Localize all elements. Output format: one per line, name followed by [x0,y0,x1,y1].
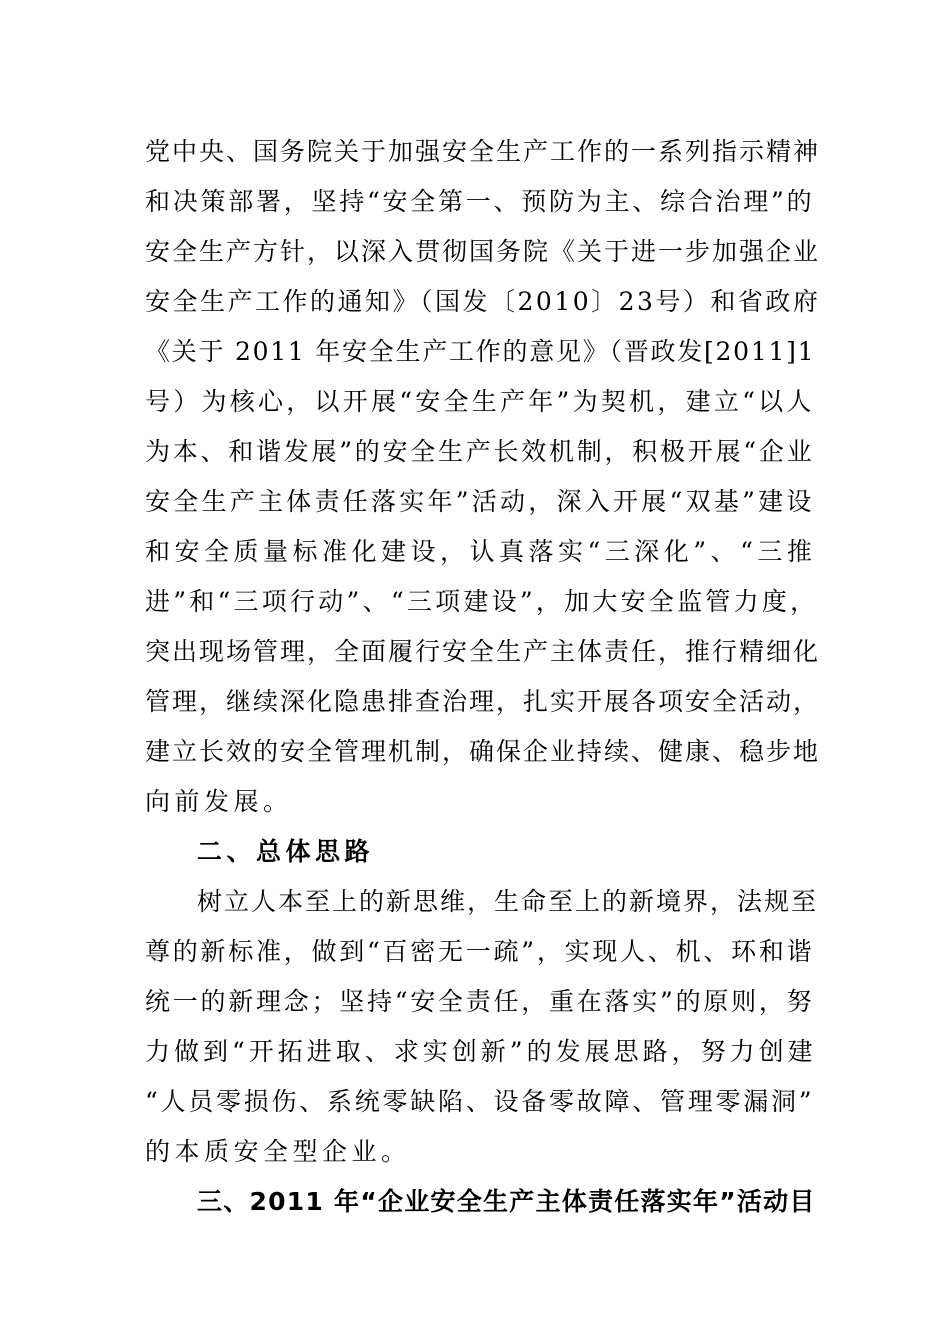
paragraph-line: 号）为核心，以开展“安全生产年”为契机，建立“以人 [145,387,815,416]
paragraph-line: 和安全质量标准化建设，认真落实“三深化”、“三推 [145,537,817,566]
paragraph-line: 的本质安全型企业。 [145,1137,411,1166]
paragraph-line: 《关于 2011 年安全生产工作的意见》（晋政发[2011]1 [145,337,816,366]
section-heading: 二、总体思路 [197,837,375,866]
paragraph-line: 党中央、国务院关于加强安全生产工作的一系列指示精神 [145,137,821,166]
paragraph-line: 安全生产主体责任落实年”活动，深入开展“双基”建设 [145,487,815,516]
paragraph-line: 树立人本至上的新思维，生命至上的新境界，法规至 [197,887,819,916]
paragraph-line: “人员零损伤、系统零缺陷、设备零故障、管理零漏洞” [145,1087,815,1116]
paragraph-line: 建立长效的安全管理机制，确保企业持续、健康、稳步地 [145,737,821,766]
paragraph-line: 安全生产工作的通知》（国发〔2010〕23号）和省政府 [145,287,821,316]
paragraph-line: 突出现场管理，全面履行安全生产主体责任，推行精细化 [145,637,821,666]
paragraph-line: 力做到“开拓进取、求实创新”的发展思路，努力创建 [145,1037,817,1066]
paragraph-line: 进”和“三项行动”、“三项建设”，加大安全监管力度， [145,587,819,616]
section-heading: 三、2011 年“企业安全生产主体责任落实年”活动目 [197,1187,816,1216]
paragraph-line: 尊的新标准，做到“百密无一疏”，实现人、机、环和谐 [145,937,815,966]
paragraph-line: 统一的新理念；坚持“安全责任，重在落实”的原则，努 [145,987,815,1016]
paragraph-line: 为本、和谐发展”的安全生产长效机制，积极开展“企业 [145,437,815,466]
paragraph-line: 和决策部署，坚持“安全第一、预防为主、综合治理”的 [145,187,815,216]
paragraph-line: 向前发展。 [145,787,293,816]
paragraph-line: 安全生产方针，以深入贯彻国务院《关于进一步加强企业 [145,237,821,266]
paragraph-line: 管理，继续深化隐患排查治理，扎实开展各项安全活动， [145,687,821,716]
